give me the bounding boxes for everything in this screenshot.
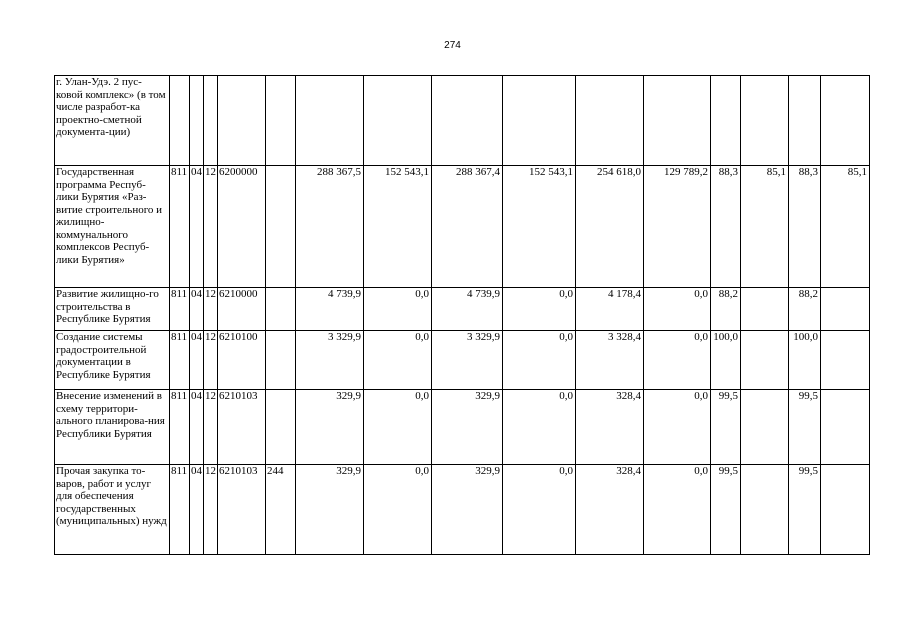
table-cell: 88,3 bbox=[789, 166, 821, 288]
table-cell: 288 367,5 bbox=[296, 166, 364, 288]
table-cell: 328,4 bbox=[576, 390, 644, 465]
table-cell: 0,0 bbox=[644, 390, 711, 465]
table-cell bbox=[266, 76, 296, 166]
table-cell: 88,3 bbox=[711, 166, 741, 288]
table-cell: 0,0 bbox=[503, 390, 576, 465]
table-cell bbox=[711, 76, 741, 166]
table-cell: 0,0 bbox=[503, 465, 576, 555]
table-cell: 288 367,4 bbox=[432, 166, 503, 288]
table-cell: 85,1 bbox=[821, 166, 870, 288]
table-cell: 12 bbox=[204, 390, 218, 465]
table-cell bbox=[218, 76, 266, 166]
table-cell: 0,0 bbox=[364, 390, 432, 465]
table-cell bbox=[576, 76, 644, 166]
table-cell: 6210103 bbox=[218, 390, 266, 465]
table-cell: 99,5 bbox=[711, 390, 741, 465]
table-cell: 329,9 bbox=[432, 465, 503, 555]
table-cell bbox=[432, 76, 503, 166]
table-cell: 4 739,9 bbox=[296, 288, 364, 331]
table-cell: 04 bbox=[190, 288, 204, 331]
table-cell: 99,5 bbox=[711, 465, 741, 555]
table-cell: 329,9 bbox=[296, 390, 364, 465]
table-cell bbox=[364, 76, 432, 166]
table-cell bbox=[821, 76, 870, 166]
table-cell: 3 329,9 bbox=[432, 331, 503, 390]
table-cell: 12 bbox=[204, 166, 218, 288]
table-row bbox=[55, 390, 870, 465]
table-cell: 811 bbox=[170, 288, 190, 331]
table-cell: 129 789,2 bbox=[644, 166, 711, 288]
table-cell: 328,4 bbox=[576, 465, 644, 555]
table-row bbox=[55, 465, 870, 555]
table-cell: 811 bbox=[170, 390, 190, 465]
table-cell: 0,0 bbox=[364, 465, 432, 555]
table-cell: 0,0 bbox=[644, 465, 711, 555]
table-cell: 6210000 bbox=[218, 288, 266, 331]
page-number: 274 bbox=[444, 40, 461, 51]
table-cell bbox=[170, 76, 190, 166]
table-cell: 3 329,9 bbox=[296, 331, 364, 390]
table-cell: 12 bbox=[204, 331, 218, 390]
table-cell bbox=[821, 390, 870, 465]
table-cell: 12 bbox=[204, 465, 218, 555]
table-cell bbox=[503, 76, 576, 166]
row-name: г. Улан-Удэ. 2 пус-ковой комплекс» (в том числе разработ-ка проектно-сметной документа-ции) bbox=[55, 76, 170, 166]
table-cell bbox=[266, 288, 296, 331]
table-cell: 6200000 bbox=[218, 166, 266, 288]
table-cell: 0,0 bbox=[644, 331, 711, 390]
table-cell: 88,2 bbox=[789, 288, 821, 331]
table-row bbox=[55, 331, 870, 390]
table-cell: 04 bbox=[190, 166, 204, 288]
table-cell: 152 543,1 bbox=[364, 166, 432, 288]
row-name: Развитие жилищно-го строительства в Республике Бурятия bbox=[55, 288, 170, 331]
table-cell bbox=[266, 331, 296, 390]
table-cell: 12 bbox=[204, 288, 218, 331]
table-cell bbox=[741, 390, 789, 465]
table-cell: 811 bbox=[170, 331, 190, 390]
table-cell: 85,1 bbox=[741, 166, 789, 288]
table-cell: 244 bbox=[266, 465, 296, 555]
table-cell: 6210103 bbox=[218, 465, 266, 555]
table-cell: 0,0 bbox=[364, 288, 432, 331]
row-name: Внесение изменений в схему территори-ального планирова-ния Республики Бурятия bbox=[55, 390, 170, 465]
table-cell bbox=[741, 76, 789, 166]
table-cell bbox=[266, 390, 296, 465]
table-cell bbox=[204, 76, 218, 166]
table-cell: 0,0 bbox=[364, 331, 432, 390]
table-cell: 100,0 bbox=[711, 331, 741, 390]
row-name: Прочая закупка то-варов, работ и услуг для обеспечения государственных (муниципальных) нужд bbox=[55, 465, 170, 555]
table-cell bbox=[266, 166, 296, 288]
table-cell: 152 543,1 bbox=[503, 166, 576, 288]
table-cell: 254 618,0 bbox=[576, 166, 644, 288]
table-row bbox=[55, 166, 870, 288]
table-cell: 3 328,4 bbox=[576, 331, 644, 390]
table-cell: 0,0 bbox=[503, 331, 576, 390]
table-cell: 329,9 bbox=[432, 390, 503, 465]
table-cell: 4 178,4 bbox=[576, 288, 644, 331]
table-cell bbox=[821, 331, 870, 390]
table-cell bbox=[190, 76, 204, 166]
table-row bbox=[55, 288, 870, 331]
table-cell bbox=[644, 76, 711, 166]
budget-table bbox=[54, 75, 870, 555]
table-cell: 329,9 bbox=[296, 465, 364, 555]
table-cell bbox=[741, 331, 789, 390]
row-name: Создание системы градостроительной документации в Республике Бурятия bbox=[55, 331, 170, 390]
table-row bbox=[55, 76, 870, 166]
row-name: Государственная программа Респуб-лики Бурятия «Раз-витие строительного и жилищно-коммунального комплексов Респуб-лики Бурятия» bbox=[55, 166, 170, 288]
table-cell bbox=[821, 465, 870, 555]
table-cell: 0,0 bbox=[644, 288, 711, 331]
table-cell: 99,5 bbox=[789, 465, 821, 555]
table-cell: 6210100 bbox=[218, 331, 266, 390]
table-cell bbox=[741, 465, 789, 555]
table-cell bbox=[821, 288, 870, 331]
table-cell: 4 739,9 bbox=[432, 288, 503, 331]
table-cell: 811 bbox=[170, 465, 190, 555]
table-cell: 88,2 bbox=[711, 288, 741, 331]
table-cell: 99,5 bbox=[789, 390, 821, 465]
table-cell: 0,0 bbox=[503, 288, 576, 331]
table-cell bbox=[741, 288, 789, 331]
table-cell: 04 bbox=[190, 465, 204, 555]
table-cell: 04 bbox=[190, 390, 204, 465]
table-cell bbox=[296, 76, 364, 166]
table-cell: 04 bbox=[190, 331, 204, 390]
table-cell: 811 bbox=[170, 166, 190, 288]
table-cell bbox=[789, 76, 821, 166]
table-cell: 100,0 bbox=[789, 331, 821, 390]
